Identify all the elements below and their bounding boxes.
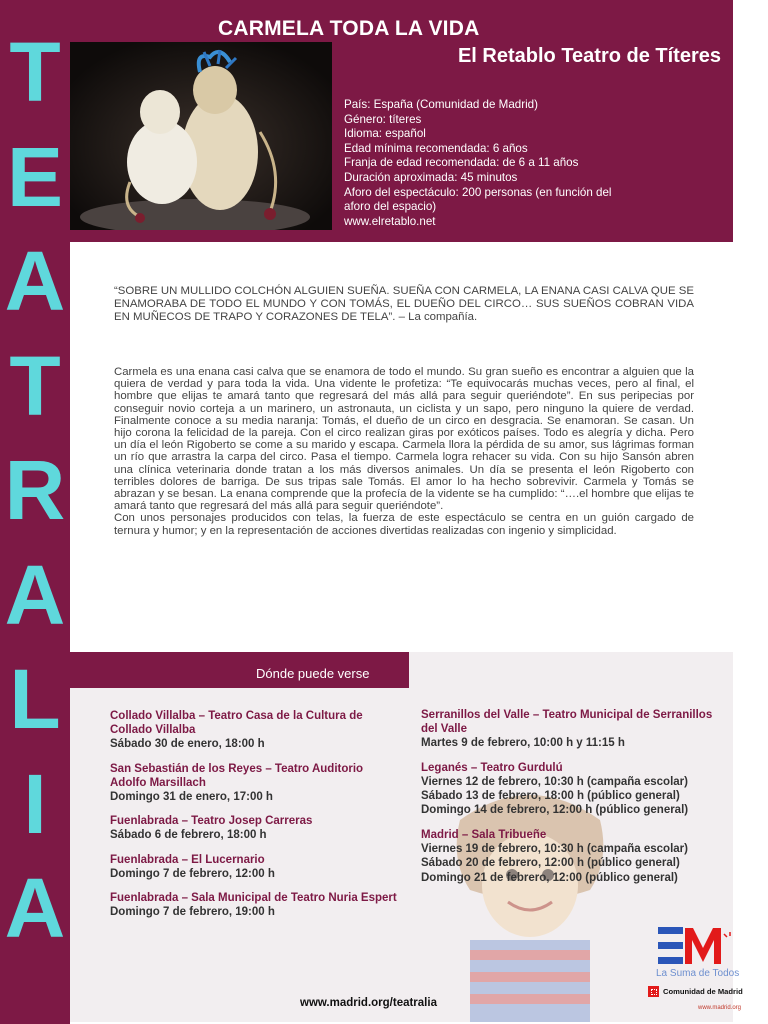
venue-name: San Sebastián de los Reyes – Teatro Auditorio Adolfo Marsillach bbox=[110, 762, 364, 789]
vertical-title-letter: I bbox=[23, 756, 47, 851]
puppets-photo bbox=[70, 42, 332, 230]
vertical-title-letter: A bbox=[4, 547, 66, 642]
venue-name: Collado Villalba – Teatro Casa de la Cultura de Collado Villalba bbox=[110, 710, 363, 736]
vertical-title-letter: E bbox=[6, 129, 64, 224]
logo-url[interactable]: www.madrid.org bbox=[698, 1005, 742, 1011]
venue-date: Viernes 12 de febrero, 10:30 h (campaña escolar) bbox=[421, 775, 688, 788]
company-name: El Retablo Teatro de Títeres bbox=[457, 45, 721, 67]
intro-quote: “SOBRE UN MULLIDO COLCHÓN ALGUIEN SUEÑA. SUEÑA CON CARMELA, LA ENANA CASI CALVA QUE SE ENAMORABA DE TODO EL MUNDO Y CON TOMÁS, EL DUEÑO DEL CIRCO… SUS SUEÑOS COBRAN VIDA EN MUÑECOS DE TRAPO Y CORAZONES DE TELA”. – La compañía. bbox=[114, 285, 694, 324]
info-line: Idioma: español bbox=[344, 127, 426, 141]
venue-date: Domingo 7 de febrero, 19:00 h bbox=[110, 906, 275, 918]
venue-date: Sábado 6 de febrero, 18:00 h bbox=[110, 829, 267, 841]
venue-item bbox=[110, 762, 400, 804]
footer-url[interactable]: www.madrid.org/teatralia bbox=[300, 997, 437, 1009]
venue-item bbox=[110, 891, 400, 919]
venue-date: Sábado 13 de febrero, 18:00 h (público general) bbox=[421, 790, 680, 803]
show-title: CARMELA TODA LA VIDA bbox=[218, 17, 480, 40]
vertical-title bbox=[0, 25, 70, 955]
venue-date: Domingo 14 de febrero, 12:00 h (público general) bbox=[421, 804, 689, 817]
venue-item bbox=[110, 853, 400, 881]
info-line: Duración aproximada: 45 minutos bbox=[344, 170, 518, 184]
vertical-title-letter: T bbox=[9, 338, 61, 433]
info-line: País: España (Comunidad de Madrid) bbox=[344, 98, 538, 111]
venue-date: Sábado 30 de enero, 18:00 h bbox=[110, 738, 265, 750]
logo-institution-label: Comunidad de Madrid bbox=[663, 987, 743, 996]
venue-date: Martes 9 de febrero, 10:00 h y 11:15 h bbox=[421, 737, 625, 749]
vertical-title-letter: A bbox=[4, 861, 66, 955]
header-panel bbox=[70, 0, 733, 242]
venue-date: Domingo 7 de febrero, 12:00 h bbox=[110, 867, 275, 880]
venues-heading: Dónde puede verse bbox=[256, 666, 370, 681]
venue-item bbox=[421, 761, 731, 818]
venue-item bbox=[421, 828, 731, 885]
venues-list-right bbox=[421, 708, 731, 896]
venue-date: Sábado 20 de febrero, 12:00 h (público general) bbox=[421, 857, 680, 870]
info-line: Aforo del espectáculo: 200 personas (en función del aforo del espacio) bbox=[344, 185, 612, 214]
logo-mark bbox=[658, 926, 738, 966]
venue-item bbox=[421, 708, 731, 750]
venue-name: Leganés – Teatro Gurdulú bbox=[421, 761, 563, 774]
venue-name: Fuenlabrada – Teatro Josep Carreras bbox=[110, 815, 313, 827]
venue-date: Viernes 19 de febrero, 10:30 h (campaña escolar) bbox=[421, 843, 688, 856]
vertical-title-letter: A bbox=[4, 234, 66, 328]
synopsis-paragraph: Con unos personajes producidos con telas, la fuerza de este espectáculo se centra en un guión cargado de ternura y humor; y en la representación de acciones divertidas realizadas con ingenio y simplicidad. bbox=[114, 512, 694, 537]
venues-heading-box bbox=[70, 652, 409, 688]
venue-name: Serranillos del Valle – Teatro Municipal de Serranillos del Valle bbox=[421, 709, 713, 735]
madrid-flag-icon bbox=[648, 986, 659, 997]
venue-name: Madrid – Sala Tribueñe bbox=[421, 829, 547, 842]
show-info-list bbox=[344, 98, 614, 229]
venue-date: Domingo 21 de febrero, 12:00 (público general) bbox=[421, 871, 678, 884]
vertical-title-letter: R bbox=[4, 443, 66, 537]
synopsis bbox=[114, 366, 694, 537]
venue-name: Fuenlabrada – Sala Municipal de Teatro Nuria Espert bbox=[110, 892, 397, 904]
synopsis-paragraph: Carmela es una enana casi calva que se enamora de todo el mundo. Su gran sueño es encontrar a alguien que la quiera de verdad y para toda la vida. Una vidente le profetiza: “Te equivocarás muchas veces, pero al final, el hombre que elijas te amará tanto que regresará del más allá para seguir queriéndote”. En sus peripecias por conseguir novio corteja a un marinero, un astronauta, un ciclista y un sapo, pero ninguno la quiere de verdad. Finalmente conoce a su media naranja: Tomás, el dueño de un circo en desgracia. Se enamoran. Se casan. Un hijo corona la felicidad de la pareja. Con el circo realizan giras por exóticos países. Todo es alegría y dicha. Pero un día el león Rigoberto se come a su marido y escapa. Carmela llora la pérdida de su amor, sus lágrimas forman un río que arrastra la carpa del circo. Pasa el tiempo. Carmela logra rehacer su vida. Con su hijo Sansón abren una clínica veterinaria donde tratan a los más diversos animales. Un día se presenta el león Rigoberto con terribles dolores de barriga. De sus tripas sale Tomás. El amor lo ha hecho sobrevivir. Carmela y Tomás se abrazan y se besan. La enana comprende que la profecía de la vidente se ha cumplido: “….el hombre que elijas te amará tanto que regresará del más allá para seguir queriéndote”. bbox=[114, 366, 694, 513]
venue-item bbox=[110, 814, 400, 842]
info-line: Género: títeres bbox=[344, 112, 422, 126]
venues-list-left bbox=[110, 709, 400, 930]
venue-name: Fuenlabrada – El Lucernario bbox=[110, 853, 265, 866]
info-line: Franja de edad recomendada: de 6 a 11 años bbox=[344, 156, 579, 170]
info-line: Edad mínima recomendada: 6 años bbox=[344, 141, 528, 155]
vertical-title-letter: T bbox=[9, 25, 61, 119]
website-link[interactable]: www.elretablo.net bbox=[344, 214, 436, 228]
logo-slogan: La Suma de Todos bbox=[656, 968, 740, 979]
venue-item bbox=[110, 709, 400, 751]
vertical-title-letter: L bbox=[9, 652, 61, 746]
venue-date: Domingo 31 de enero, 17:00 h bbox=[110, 790, 273, 803]
comunidad-madrid-logo bbox=[654, 926, 743, 1014]
logo-institution bbox=[648, 986, 743, 997]
